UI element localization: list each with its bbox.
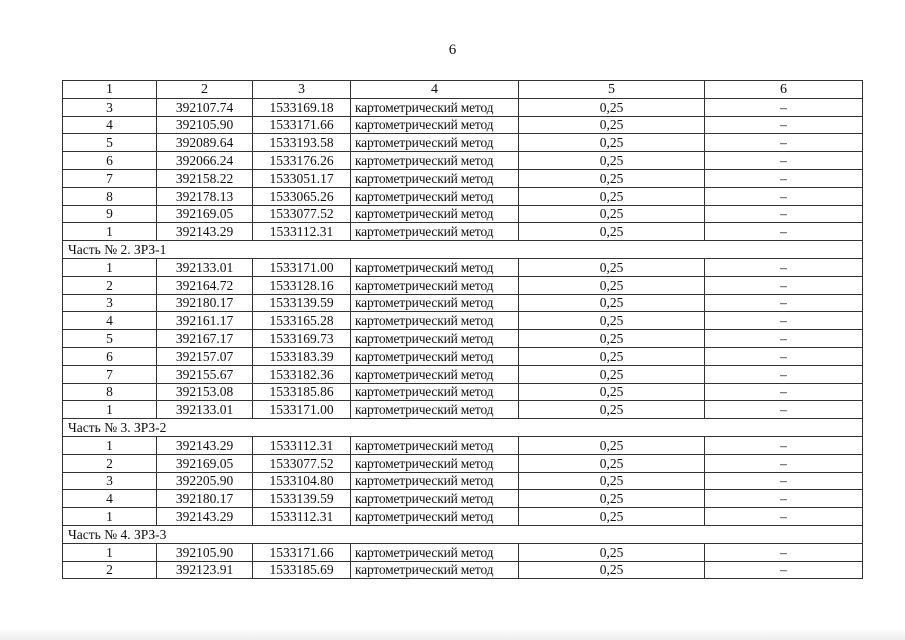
cell-accuracy: 0,25 [519, 401, 705, 419]
cell-point-number: 3 [63, 98, 157, 116]
cell-x-coordinate: 392105.90 [157, 543, 253, 561]
cell-method: картометрический метод [351, 152, 519, 170]
table-row [63, 276, 863, 294]
cell-accuracy: 0,25 [519, 134, 705, 152]
cell-extra: – [705, 294, 863, 312]
cell-method: картометрический метод [351, 365, 519, 383]
cell-accuracy: 0,25 [519, 98, 705, 116]
cell-point-number: 4 [63, 312, 157, 330]
table-row [63, 508, 863, 526]
cell-y-coordinate: 1533077.52 [253, 205, 351, 223]
cell-accuracy: 0,25 [519, 294, 705, 312]
cell-method: картометрический метод [351, 401, 519, 419]
cell-y-coordinate: 1533169.73 [253, 330, 351, 348]
cell-method: картометрический метод [351, 312, 519, 330]
table-row [63, 401, 863, 419]
cell-x-coordinate: 392153.08 [157, 383, 253, 401]
cell-x-coordinate: 392205.90 [157, 472, 253, 490]
cell-point-number: 1 [63, 401, 157, 419]
page-bottom-edge [0, 630, 905, 640]
cell-extra: – [705, 205, 863, 223]
cell-extra: – [705, 401, 863, 419]
cell-point-number: 6 [63, 152, 157, 170]
cell-y-coordinate: 1533165.28 [253, 312, 351, 330]
cell-x-coordinate: 392167.17 [157, 330, 253, 348]
cell-x-coordinate: 392089.64 [157, 134, 253, 152]
cell-x-coordinate: 392178.13 [157, 187, 253, 205]
table-row [63, 347, 863, 365]
cell-extra: – [705, 330, 863, 348]
cell-accuracy: 0,25 [519, 561, 705, 579]
cell-extra: – [705, 383, 863, 401]
cell-y-coordinate: 1533185.69 [253, 561, 351, 579]
cell-point-number: 3 [63, 294, 157, 312]
cell-accuracy: 0,25 [519, 330, 705, 348]
coordinates-table-body [63, 81, 863, 579]
cell-extra: – [705, 543, 863, 561]
table-row [63, 294, 863, 312]
table-row [63, 258, 863, 276]
cell-accuracy: 0,25 [519, 490, 705, 508]
table-row [63, 312, 863, 330]
cell-accuracy: 0,25 [519, 312, 705, 330]
cell-point-number: 1 [63, 223, 157, 241]
section-title: Часть № 2. ЗРЗ-1 [63, 241, 863, 259]
cell-extra: – [705, 490, 863, 508]
cell-point-number: 4 [63, 490, 157, 508]
cell-y-coordinate: 1533051.17 [253, 169, 351, 187]
table-row [63, 223, 863, 241]
cell-extra: – [705, 508, 863, 526]
section-row [63, 525, 863, 543]
cell-method: картометрический метод [351, 223, 519, 241]
cell-point-number: 9 [63, 205, 157, 223]
cell-x-coordinate: 392133.01 [157, 401, 253, 419]
cell-x-coordinate: 392133.01 [157, 258, 253, 276]
cell-point-number: 7 [63, 365, 157, 383]
cell-x-coordinate: 392180.17 [157, 490, 253, 508]
cell-x-coordinate: 392157.07 [157, 347, 253, 365]
cell-method: картометрический метод [351, 436, 519, 454]
table-row [63, 152, 863, 170]
cell-accuracy: 0,25 [519, 365, 705, 383]
cell-accuracy: 0,25 [519, 347, 705, 365]
cell-x-coordinate: 392143.29 [157, 436, 253, 454]
cell-method: картометрический метод [351, 294, 519, 312]
cell-extra: – [705, 347, 863, 365]
cell-extra: – [705, 365, 863, 383]
table-row [63, 205, 863, 223]
cell-method: картометрический метод [351, 98, 519, 116]
cell-y-coordinate: 1533169.18 [253, 98, 351, 116]
cell-accuracy: 0,25 [519, 276, 705, 294]
cell-y-coordinate: 1533185.86 [253, 383, 351, 401]
cell-accuracy: 0,25 [519, 205, 705, 223]
cell-accuracy: 0,25 [519, 187, 705, 205]
cell-y-coordinate: 1533112.31 [253, 508, 351, 526]
cell-accuracy: 0,25 [519, 543, 705, 561]
table-row [63, 330, 863, 348]
table-row [63, 365, 863, 383]
cell-extra: – [705, 223, 863, 241]
cell-extra: – [705, 169, 863, 187]
cell-extra: – [705, 561, 863, 579]
cell-point-number: 1 [63, 543, 157, 561]
cell-method: картометрический метод [351, 454, 519, 472]
cell-x-coordinate: 392169.05 [157, 454, 253, 472]
cell-point-number: 1 [63, 508, 157, 526]
cell-accuracy: 0,25 [519, 454, 705, 472]
cell-x-coordinate: 392180.17 [157, 294, 253, 312]
table-row [63, 436, 863, 454]
table-row [63, 543, 863, 561]
header-cell-x-coordinate: 2 [157, 81, 253, 99]
cell-point-number: 4 [63, 116, 157, 134]
cell-y-coordinate: 1533065.26 [253, 187, 351, 205]
cell-method: картометрический метод [351, 561, 519, 579]
cell-x-coordinate: 392123.91 [157, 561, 253, 579]
section-row [63, 419, 863, 437]
cell-method: картометрический метод [351, 169, 519, 187]
cell-extra: – [705, 187, 863, 205]
cell-method: картометрический метод [351, 347, 519, 365]
cell-accuracy: 0,25 [519, 152, 705, 170]
cell-accuracy: 0,25 [519, 508, 705, 526]
cell-accuracy: 0,25 [519, 472, 705, 490]
cell-accuracy: 0,25 [519, 169, 705, 187]
table-row [63, 454, 863, 472]
cell-method: картометрический метод [351, 508, 519, 526]
cell-extra: – [705, 472, 863, 490]
cell-point-number: 3 [63, 472, 157, 490]
cell-y-coordinate: 1533183.39 [253, 347, 351, 365]
cell-accuracy: 0,25 [519, 258, 705, 276]
cell-x-coordinate: 392158.22 [157, 169, 253, 187]
cell-point-number: 7 [63, 169, 157, 187]
table-row [63, 490, 863, 508]
cell-point-number: 1 [63, 258, 157, 276]
table-row [63, 561, 863, 579]
cell-method: картометрический метод [351, 116, 519, 134]
cell-y-coordinate: 1533104.80 [253, 472, 351, 490]
cell-accuracy: 0,25 [519, 383, 705, 401]
cell-x-coordinate: 392143.29 [157, 223, 253, 241]
cell-method: картометрический метод [351, 330, 519, 348]
cell-method: картометрический метод [351, 383, 519, 401]
cell-method: картометрический метод [351, 276, 519, 294]
section-title: Часть № 4. ЗРЗ-3 [63, 525, 863, 543]
cell-x-coordinate: 392107.74 [157, 98, 253, 116]
cell-y-coordinate: 1533112.31 [253, 436, 351, 454]
table-row [63, 472, 863, 490]
cell-y-coordinate: 1533139.59 [253, 490, 351, 508]
header-cell-point-number: 1 [63, 81, 157, 99]
section-title: Часть № 3. ЗРЗ-2 [63, 419, 863, 437]
cell-point-number: 2 [63, 561, 157, 579]
cell-point-number: 8 [63, 383, 157, 401]
table-row [63, 383, 863, 401]
section-row [63, 241, 863, 259]
cell-y-coordinate: 1533171.66 [253, 543, 351, 561]
cell-y-coordinate: 1533171.66 [253, 116, 351, 134]
cell-method: картометрический метод [351, 258, 519, 276]
cell-extra: – [705, 152, 863, 170]
cell-point-number: 2 [63, 276, 157, 294]
cell-x-coordinate: 392164.72 [157, 276, 253, 294]
cell-y-coordinate: 1533077.52 [253, 454, 351, 472]
cell-y-coordinate: 1533139.59 [253, 294, 351, 312]
table-row [63, 169, 863, 187]
header-cell-method: 4 [351, 81, 519, 99]
cell-y-coordinate: 1533128.16 [253, 276, 351, 294]
cell-x-coordinate: 392066.24 [157, 152, 253, 170]
header-cell-extra: 6 [705, 81, 863, 99]
cell-point-number: 5 [63, 134, 157, 152]
cell-method: картометрический метод [351, 472, 519, 490]
cell-method: картометрический метод [351, 205, 519, 223]
cell-extra: – [705, 454, 863, 472]
cell-extra: – [705, 116, 863, 134]
cell-extra: – [705, 98, 863, 116]
cell-extra: – [705, 436, 863, 454]
table-row [63, 98, 863, 116]
cell-extra: – [705, 312, 863, 330]
cell-point-number: 8 [63, 187, 157, 205]
cell-point-number: 1 [63, 436, 157, 454]
cell-point-number: 6 [63, 347, 157, 365]
cell-method: картометрический метод [351, 187, 519, 205]
cell-y-coordinate: 1533171.00 [253, 258, 351, 276]
cell-x-coordinate: 392143.29 [157, 508, 253, 526]
cell-y-coordinate: 1533182.36 [253, 365, 351, 383]
cell-x-coordinate: 392161.17 [157, 312, 253, 330]
cell-accuracy: 0,25 [519, 116, 705, 134]
cell-extra: – [705, 258, 863, 276]
cell-point-number: 2 [63, 454, 157, 472]
cell-y-coordinate: 1533176.26 [253, 152, 351, 170]
cell-method: картометрический метод [351, 490, 519, 508]
page-number: 6 [448, 42, 457, 58]
coordinates-table [62, 80, 863, 579]
cell-accuracy: 0,25 [519, 436, 705, 454]
cell-x-coordinate: 392169.05 [157, 205, 253, 223]
table-header-row [63, 81, 863, 99]
cell-extra: – [705, 134, 863, 152]
table-row [63, 116, 863, 134]
cell-y-coordinate: 1533112.31 [253, 223, 351, 241]
table-row [63, 187, 863, 205]
cell-y-coordinate: 1533171.00 [253, 401, 351, 419]
header-cell-accuracy: 5 [519, 81, 705, 99]
cell-accuracy: 0,25 [519, 223, 705, 241]
cell-method: картометрический метод [351, 543, 519, 561]
cell-y-coordinate: 1533193.58 [253, 134, 351, 152]
cell-point-number: 5 [63, 330, 157, 348]
cell-extra: – [705, 276, 863, 294]
table-row [63, 134, 863, 152]
header-cell-y-coordinate: 3 [253, 81, 351, 99]
cell-method: картометрический метод [351, 134, 519, 152]
cell-x-coordinate: 392155.67 [157, 365, 253, 383]
cell-x-coordinate: 392105.90 [157, 116, 253, 134]
